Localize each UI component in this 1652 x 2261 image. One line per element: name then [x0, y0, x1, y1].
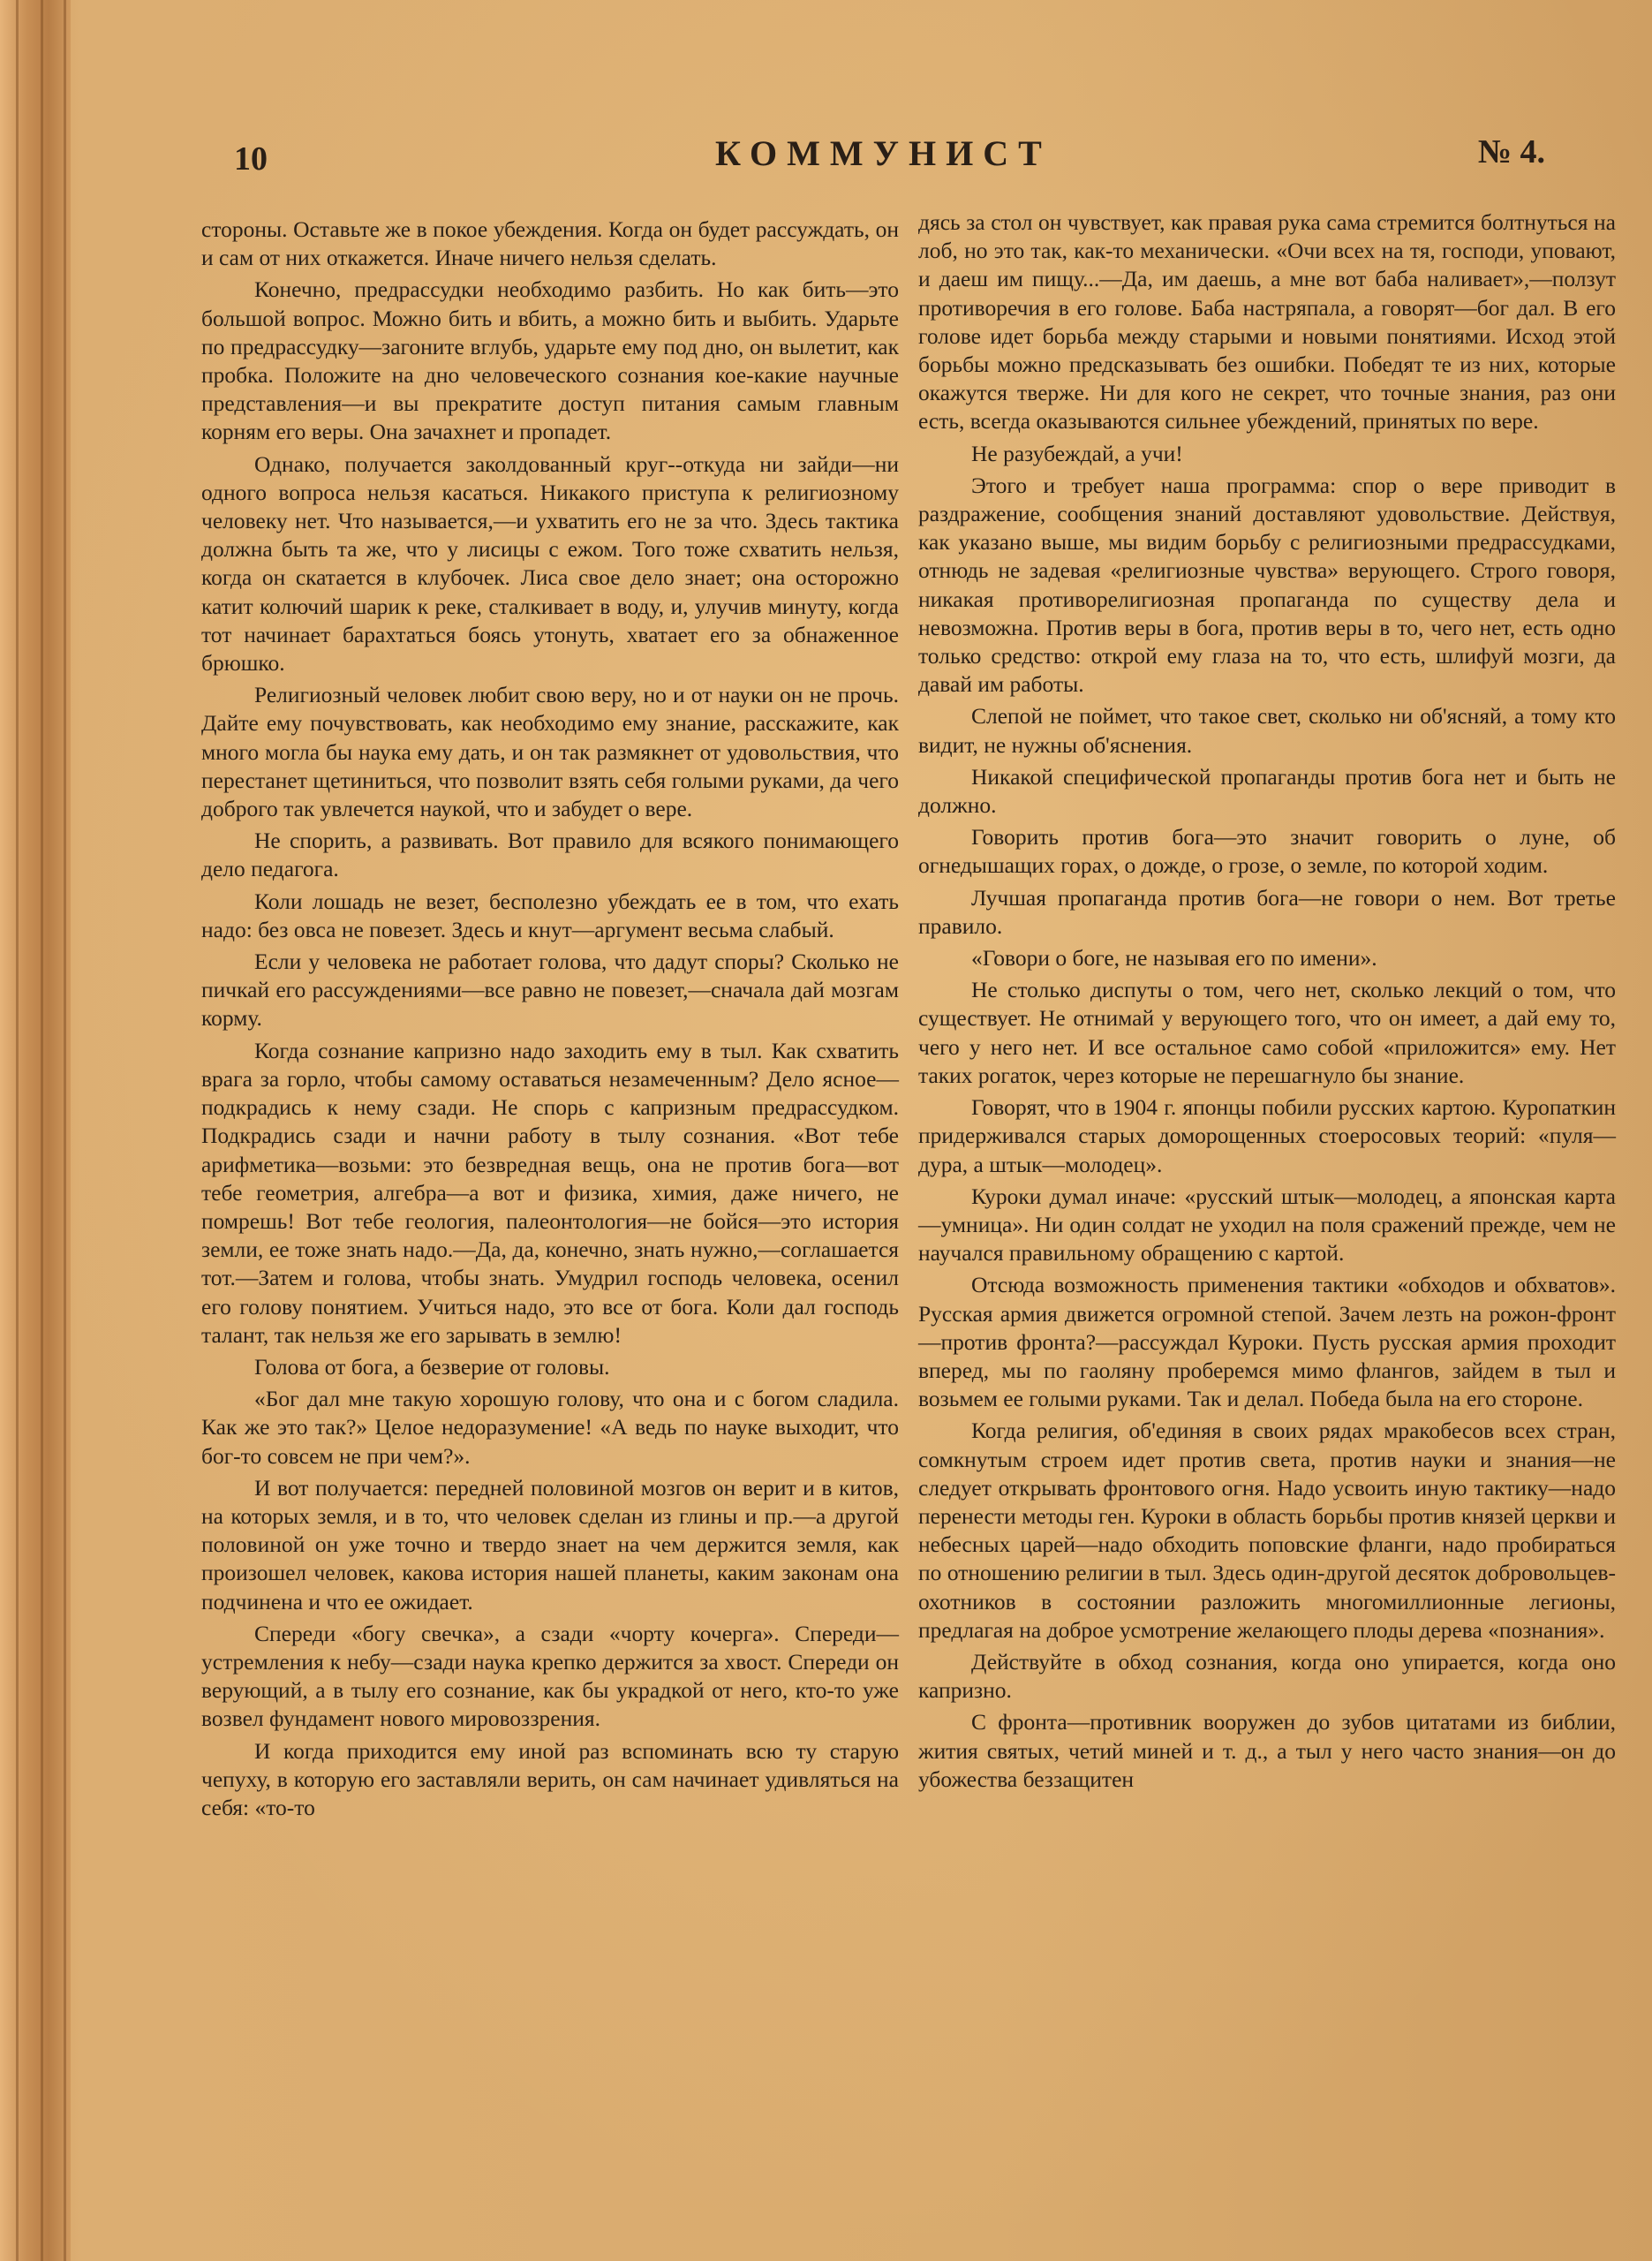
paragraph: Куроки думал иначе: «русский штык—молодец, а японская карта—умница». Ни один солдат не уходил на поля сражений прежде, чем не научался правильному обращению с картой.	[918, 1183, 1616, 1267]
edge-line	[64, 0, 66, 2261]
issue-number: № 4.	[1477, 133, 1545, 170]
paragraph: «Бог дал мне такую хорошую голову, что она и с богом сладила. Как же это так?» Целое недоразумение! «А ведь по науке выходит, что бог-то совсем не при чем?».	[201, 1386, 899, 1469]
paragraph: Когда сознание капризно надо заходить ему в тыл. Как схватить врага за горло, чтобы самому оставаться незамеченным? Дело ясное—подкрадись к нему сзади. Не спорь с капризным предрассудком. Подкрадись сзади и начни работу в тылу сознания. «Вот тебе арифметика—возьми: это безвредная вещь, она не против бога—вот тебе геометрия, алгебра—а вот и физика, химия, даже ничего, не помрешь! Вот тебе геология, палеонтология—не бойся—это история земли, ее тоже знать надо.—Да, да, конечно, знать нужно,—соглашается тот.—Затем и голова, чтобы знать. Умудрил господь человека, осенил его голову понятием. Учиться надо, это все от бога. Коли дал господь талант, так нельзя же его зарывать в землю!	[201, 1037, 899, 1348]
paragraph: Религиозный человек любит свою веру, но и от науки он не прочь. Дайте ему почувствовать, как необходимо ему знание, расскажите, как много могла бы наука ему дать, и он так размякнет от удовольствия, что перестанет щетиниться, что позволит взять себя голыми руками, да чего доброго так увлечется наукой, что и забудет о вере.	[201, 682, 899, 822]
paragraph: Если у человека не работает голова, что дадут споры? Сколько не пичкай его рассуждениями—все равно не повезет,—сначала дай мозгам корму.	[201, 949, 899, 1032]
edge-line	[41, 0, 43, 2261]
paragraph: Никакой специфической пропаганды против бога нет и быть не должно.	[918, 763, 1616, 819]
newspaper-title: КОММУНИСТ	[715, 133, 1052, 173]
paragraph: Лучшая пропаганда против бога—не говори о нем. Вот третье правило.	[918, 884, 1616, 939]
paragraph: Говорят, что в 1904 г. японцы побили русских картою. Куропаткин придерживался старых доморощенных стоеросовых теорий: «пуля—дура, а штык—молодец».	[918, 1094, 1616, 1177]
paragraph: И когда приходится ему иной раз вспоминать всю ту старую чепуху, в которую его заставляли верить, он сам начинает удивляться на себя: «то-то	[201, 1737, 899, 1820]
page-header	[221, 132, 1580, 185]
paragraph: Голова от бога, а безверие от головы.	[254, 1353, 610, 1380]
paragraph: И вот получается: передней половиной мозгов он верит и в китов, на которых земля, и в то, что человек сделан из глины и пр.—а другой половиной он уже точно и твердо знает на чем держится земля, как произошел человек, какова история нашей планеты, каким законам она подчинена и что ее ожидает.	[201, 1474, 899, 1614]
paragraph: С фронта—противник вооружен до зубов цитатами из библии, жития святых, четий миней и т. д., а тыл у него часто знания—он до убожества беззащитен	[918, 1709, 1616, 1792]
paragraph: стороны. Оставьте же в покое убеждения. Когда он будет рассуждать, он и сам от них откажется. Иначе ничего нельзя сделать.	[201, 216, 899, 271]
paragraph: Не спорить, а развивать. Вот правило для всякого понимающего дело педагога.	[201, 828, 899, 882]
page-number: 10	[234, 140, 268, 178]
edge-line	[16, 0, 19, 2261]
paragraph: «Говори о боге, не называя его по имени».	[971, 945, 1377, 972]
paragraph: Говорить против бога—это значит говорить о луне, об огнедышащих горах, о дожде, о грозе, о земле, по которой ходим.	[918, 824, 1616, 879]
left-column	[201, 216, 899, 1826]
paragraph: Этого и требует наша программа: спор о вере приводит в раздражение, сообщения знаний доставляют удовольствие. Действуя, как указано выше, мы видим борьбу с религиозными предрассудками, отнюдь не задевая «религиозные чувства» верующего. Строго говоря, никакая противорелигиозная пропаганда по существу дела и невозможна. Против веры в бога, против веры в то, чего нет, есть одно только средство: открой ему глаза на то, что есть, шлифуй мозги, да давай им работы.	[918, 472, 1616, 698]
paragraph: Не разубеждай, а учи!	[971, 440, 1183, 466]
paragraph: Когда религия, об'единяя в своих рядах мракобесов всех стран, сомкнутым строем идет против света, против науки и знания—не следует открывать фронтового огня. Надо усвоить иную тактику—надо перенести методы ген. Куроки в область борьбы против князей церкви и небесных царей—надо обходить поповские фланги, надо пробираться по отношению религии в тыл. Здесь один-другой десяток добровольцев-охотников в состоянии разложить многомиллионные легионы, предлагая на доброе усмотрение желающего плоды дерева «познания».	[918, 1418, 1616, 1643]
paragraph: Конечно, предрассудки необходимо разбить. Но как бить—это большой вопрос. Можно бить и вбить, а можно бить и выбить. Ударьте по предрассудку—загоните вглубь, ударьте ему под дно, он вылетит, как пробка. Положите на дно человеческого сознания кое-какие научные представления—и вы прекратите доступ питания самым главным корням его веры. Она зачахнет и пропадет.	[201, 276, 899, 445]
right-column	[918, 208, 1616, 1797]
paragraph: Слепой не поймет, что такое свет, сколько ни об'ясняй, а тому кто видит, не нужны об'яснения.	[918, 703, 1616, 758]
page-binding-edge	[0, 0, 71, 2261]
paragraph: дясь за стол он чувствует, как правая рука сама стремится болтнуться на лоб, но это так, как-то механически. «Очи всех на тя, господи, уповают, и даеш им пищу...—Да, им даешь, а мне вот баба наливает»,—ползут противоречия в его голове. Баба настряпала, а говорят—бог дал. В его голове идет борьба между старыми и новыми понятиями. Исход этой борьбы можно предсказывать без ошибки. Победят те из них, которые окажутся тверже. Ни для кого не секрет, что точные знания, раз они есть, всегда оказываются сильнее убеждений, принятых по вере.	[918, 209, 1616, 435]
paragraph: Коли лошадь не везет, бесполезно убеждать ее в том, что ехать надо: без овса не повезет. Здесь и кнут—аргумент весьма слабый.	[201, 888, 899, 942]
paragraph: Действуйте в обход сознания, когда оно упирается, когда оно капризно.	[918, 1648, 1616, 1704]
paragraph: Спереди «богу свечка», а сзади «чорту кочерга». Спереди—устремления к небу—сзади наука крепко держится за хвост. Спереди он верующий, а в тылу его сознание, как бы украдкой от него, кто-то уже возвел фундамент нового мировоззрения.	[201, 1620, 899, 1732]
paragraph: Не столько диспуты о том, чего нет, сколько лекций о том, что существует. Не отнимай у верующего того, что он имеет, а дай ему то, чего у него нет. И все остальное само собой «приложится» ему. Нет таких рогаток, через которые не перешагнуло бы знание.	[918, 977, 1616, 1088]
paragraph: Однако, получается заколдованный круг--откуда ни зайди—ни одного вопроса нельзя касаться. Никакого приступа к религиозному человеку нет. Что называется,—и ухватить его не за что. Здесь тактика должна быть та же, что у лисицы с ежом. Того тоже схватить нельзя, когда он скатается в клубочек. Лиса свое дело знает; она осторожно катит колючий шарик к реке, сталкивает в воду, и, улучив минуту, когда тот начинает барахтаться боясь утонуть, хватает его за обнаженное брюшко.	[201, 450, 899, 677]
paragraph: Отсюда возможность применения тактики «обходов и обхватов». Русская армия движется огромной степой. Зачем лезть на рожон-фронт—против фронта?—рассуждал Куроки. Пусть русская армия проходит вперед, мы по гаоляну проберемся мимо флангов, зайдем в тыл и возьмем ее голыми руками. Так и делал. Победа была на его стороне.	[918, 1272, 1616, 1412]
